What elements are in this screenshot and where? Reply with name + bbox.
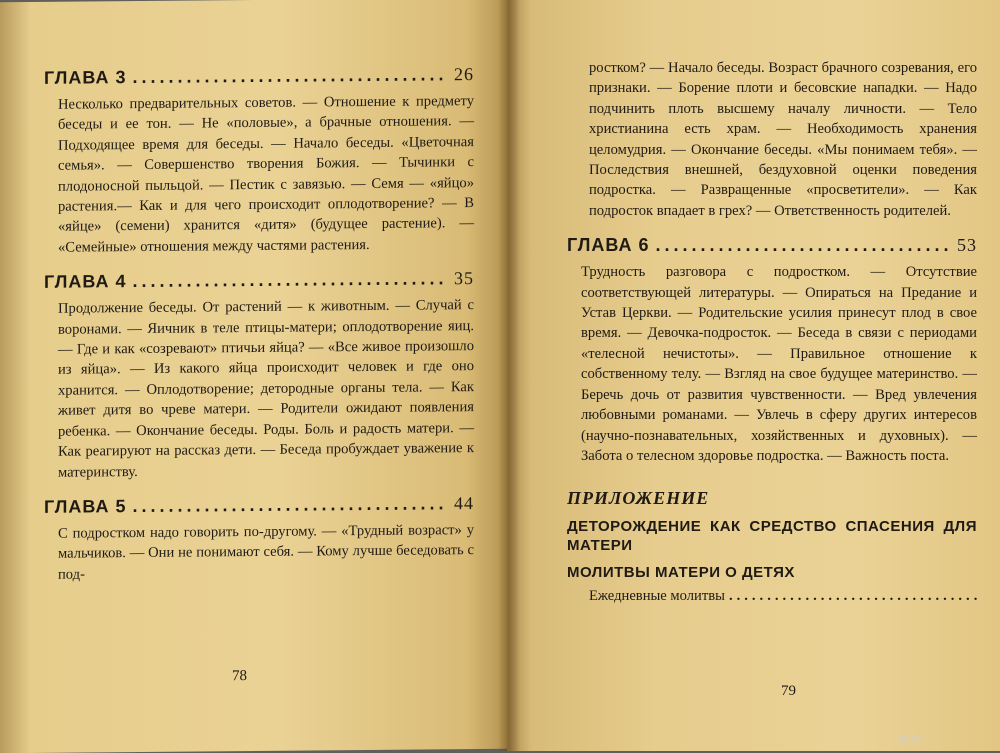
leader-dots: [133, 493, 449, 517]
chapter-5-summary: С подростком надо говорить по-другому. — «Трудный возраст» у мальчиков. — Они не понимают себя. — Кому лучше беседовать с под-: [58, 521, 474, 583]
left-toc-column: [44, 56, 474, 595]
appendix-item-prayers: МОЛИТВЫ МАТЕРИ О ДЕТЯХ: [567, 564, 795, 582]
daily-prayers-label: Ежедневные молитвы: [589, 588, 725, 605]
right-toc-column: [567, 58, 977, 605]
page-number-left: 78: [232, 668, 247, 685]
appendix-title: ПРИЛОЖЕНИЕ: [567, 488, 710, 509]
leader-dots: [656, 235, 952, 256]
chapter-4-label: ГЛАВА 4: [44, 271, 127, 293]
chapter-5-page: 44: [454, 492, 474, 514]
appendix-item-childbirth: ДЕТОРОЖДЕНИЕ КАК СРЕДСТВО СПАСЕНИЯ ДЛЯ МАТЕРИ: [567, 518, 977, 555]
chapter-5-summary-continued: ростком? — Начало беседы. Возраст брачного созревания, его признаки. — Борение плоти и бесовские нападки. — Надо подчинить плоть высшему началу личности. — Тело христианина есть храм. — Необходимость хранения целомудрия. — Окончание беседы. «Мы понимаем тебя». — Последствия внешней, бездуховной оценки поведения подростка. — Развращенные «просветители». — Как подросток впадает в грех? — Ответственность родителей.: [589, 60, 977, 219]
page-number-right: 79: [781, 683, 796, 699]
chapter-3-heading: [44, 64, 474, 89]
chapter-6-page: 53: [957, 235, 977, 256]
chapter-6-summary: Трудность разговора с подростком. — Отсутствие соответствующей литературы. — Опираться на Предание и Устав Церкви. — Родительские усилия принесут плод в свое время. — Девочка-подросток. — Беседа в связи с периодами «телесной нечистоты». — Правильное отношение к собственному телу. — Взгляд на свое будущее материнство. — Беречь дочь от развития чувственности. — Вред увлечения любовными романами. — Увлечь в сферу других интересов (научно-познавательных, хозяйственных и духовных). — Забота о телесном здоровье подростка. — Важность поста.: [581, 264, 977, 464]
chapter-6-label: ГЛАВА 6: [567, 235, 650, 256]
chapter-4-page: 35: [454, 268, 474, 289]
chapter-3-label: ГЛАВА 3: [44, 67, 127, 88]
chapter-4-summary: Продолжение беседы. От растений — к животным. — Случай с воронами. — Яичник в теле птицы-матери; оплодотворение яиц. — Где и как «созревают» птичьи яйца? — «Все живое произошло из яйца». — Из какого яйца происходит человек и где оно хранится. — Оплодотворение; детородные органы тела. — Как живет дитя во чреве матери. — Родители ожидают появления ребенка. — Окончание беседы. Роды. Боль и радость матери. — Как реагируют на рассказ дети. — Беседа пробуждает уважение к материнству.: [58, 297, 474, 481]
chapter-3-page: 26: [454, 64, 474, 85]
chapter-4-heading: [44, 268, 474, 293]
book-gutter: [498, 0, 520, 751]
chapter-3-summary: Несколько предварительных советов. — Отношение к предмету беседы и ее тон. — Не «половые», а брачные отношения. — Подходящее время для беседы. — Начало беседы. «Цветочная семья». — Совершенство творения Божия. — Тычинки с плодоносной пыльцой. — Пестик с завязью. — Семя — «яйцо» растения.— Как и для чего происходит оплодотворение? — В «яйце» (семени) хранится «дитя» (будущее растение). — «Семейные» отношения между частями растения.: [58, 93, 474, 256]
leader-dots: [729, 588, 977, 605]
chapter-5-label: ГЛАВА 5: [44, 496, 127, 517]
chapter-6-heading: [567, 235, 977, 256]
chapter-5-heading: [44, 493, 474, 518]
leader-dots: [133, 269, 449, 293]
watermark: ay.by: [898, 733, 922, 744]
appendix-subitem-daily-prayers: [589, 588, 977, 605]
leader-dots: [133, 64, 449, 88]
